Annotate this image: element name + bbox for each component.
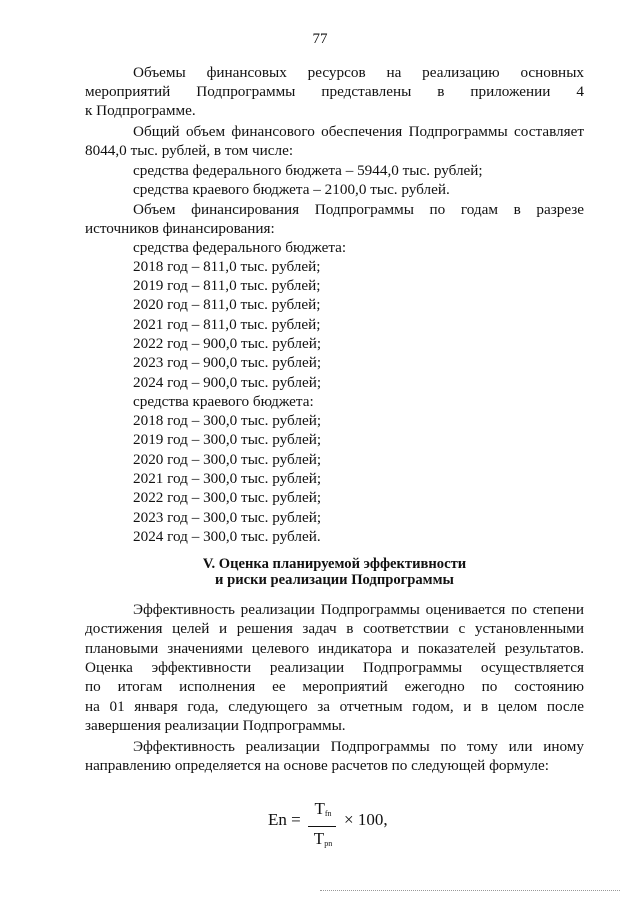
text-line: источников финансирования: xyxy=(85,220,275,237)
text-line: Эффективность реализации Подпрограммы по тому или иному xyxy=(133,738,584,755)
list-item: 2023 год – 900,0 тыс. рублей; xyxy=(133,354,322,371)
text-line: средства федерального бюджета: xyxy=(133,239,347,256)
efficiency-formula xyxy=(268,800,418,860)
list-item: 2024 год – 900,0 тыс. рублей; xyxy=(133,374,322,391)
formula-rhs: × 100, xyxy=(344,810,388,829)
formula-lhs: En = xyxy=(268,810,301,829)
text-line: Оценка эффективности реализации Подпрограммы осуществляется xyxy=(85,659,584,676)
text-line: мероприятий Подпрограммы представлены в приложении 4 xyxy=(85,83,584,100)
list-item: 2023 год – 300,0 тыс. рублей; xyxy=(133,509,322,526)
text-line: завершения реализации Подпрограммы. xyxy=(85,717,346,734)
page-number: 77 xyxy=(312,31,328,47)
list-item: 2018 год – 811,0 тыс. рублей; xyxy=(133,258,321,275)
text-line: Эффективность реализации Подпрограммы оценивается по степени xyxy=(133,601,584,618)
list-item: 2019 год – 300,0 тыс. рублей; xyxy=(133,431,322,448)
formula-denominator: $T_{pn}$ xyxy=(313,829,333,848)
formula-fraction xyxy=(308,800,338,853)
list-item: 2022 год – 900,0 тыс. рублей; xyxy=(133,335,322,352)
list-item: 2024 год – 300,0 тыс. рублей. xyxy=(133,528,321,545)
text-line: Общий объем финансового обеспечения Подпрограммы составляет xyxy=(133,123,584,140)
text-line: Объемы финансовых ресурсов на реализацию основных xyxy=(133,64,584,81)
text-line: к Подпрограмме. xyxy=(85,102,196,119)
list-item: 2021 год – 811,0 тыс. рублей; xyxy=(133,316,321,333)
footer-divider xyxy=(320,890,620,891)
list-item: 2022 год – 300,0 тыс. рублей; xyxy=(133,489,322,506)
text-line: на 01 января года, следующего за отчетным годом, и в целом после xyxy=(85,698,584,715)
list-item: 2020 год – 811,0 тыс. рублей; xyxy=(133,296,321,313)
list-item: 2020 год – 300,0 тыс. рублей; xyxy=(133,451,322,468)
text-line: достижения целей и решения задач в соответствии с установленными xyxy=(85,620,584,637)
fraction-bar xyxy=(308,826,336,827)
text-line: направлению определяется на основе расчетов по следующей формуле: xyxy=(85,757,549,774)
text-line: Объем финансирования Подпрограммы по годам в разрезе xyxy=(133,201,584,218)
list-item: 2019 год – 811,0 тыс. рублей; xyxy=(133,277,321,294)
text-line: 8044,0 тыс. рублей, в том числе: xyxy=(85,142,294,159)
text-line: средства федерального бюджета – 5944,0 тыс. рублей; xyxy=(133,162,483,179)
text-line: средства краевого бюджета: xyxy=(133,393,314,410)
text-line: плановыми значениями целевого индикатора и показателей результатов. xyxy=(85,640,584,657)
list-item: 2021 год – 300,0 тыс. рублей; xyxy=(133,470,322,487)
text-line: средства краевого бюджета – 2100,0 тыс. рублей. xyxy=(133,181,450,198)
formula-numerator: $T_{fn}$ xyxy=(314,799,332,818)
section-title: V. Оценка планируемой эффективности xyxy=(202,556,467,572)
list-item: 2018 год – 300,0 тыс. рублей; xyxy=(133,412,322,429)
text-line: по итогам исполнения ее мероприятий ежегодно по состоянию xyxy=(85,678,584,695)
section-title: и риски реализации Подпрограммы xyxy=(215,572,454,588)
